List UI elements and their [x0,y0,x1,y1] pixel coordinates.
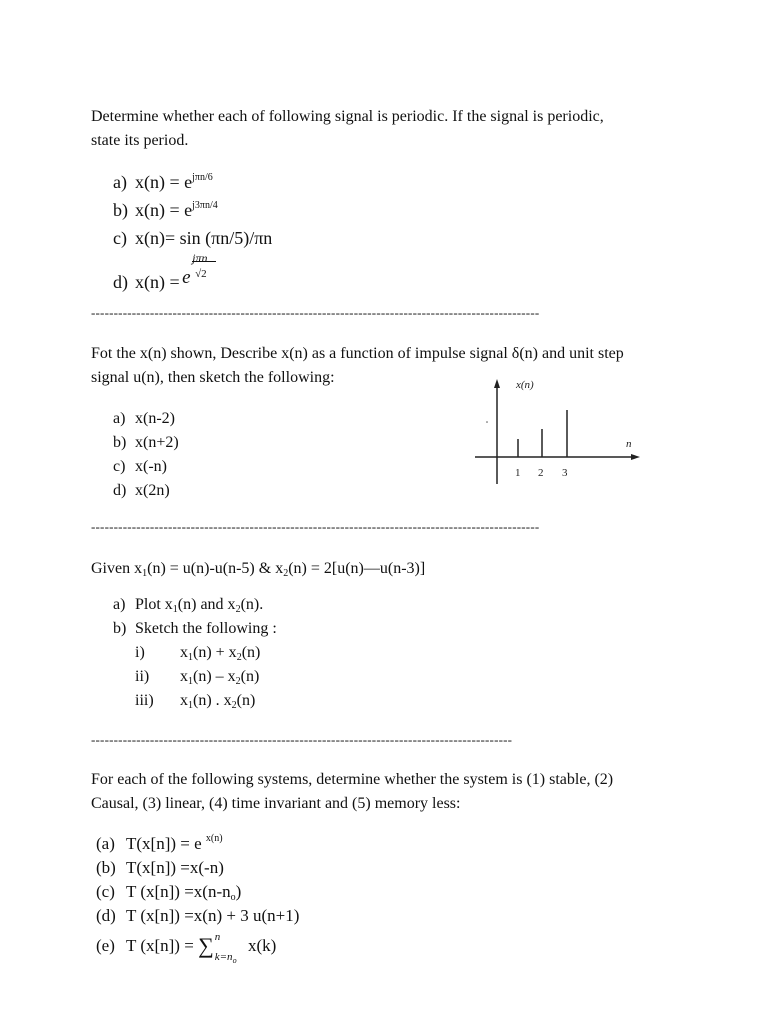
q2-item-c: c) x(-n) [113,458,167,475]
q2-item-a: a) x(n-2) [113,410,175,427]
q1-item-d: d) x(n) = e jπn √2 [113,264,272,296]
separator-3: --------------------------------------------------------------------------------------------- [91,732,513,747]
q1-intro-line2: state its period. [91,132,189,149]
q4-system-c: (c) T $(x[n]) =x(n-n_o)$ [96,882,242,903]
exponent-fraction: e jπn √2 [184,264,218,290]
summation-limits: n $k=n_o$ [214,931,237,966]
x-axis-label: n [626,438,632,450]
q1-intro-line1: Determine whether each of following signal is periodic. If the signal is periodic, [91,108,604,125]
q3-list [113,593,277,713]
xn-stem-plot [470,372,650,487]
q2-list [113,407,179,503]
q2-intro-line1: Fot the x(n) shown, Describe x(n) as a function of impulse signal δ(n) and unit step [91,345,624,362]
q1-item-b: b) $x(n) = e^{j3\pi n/4}$ [113,200,218,220]
q3-item-a: a) Plot $x_1(n)$ and $x_2(n)$. [113,596,264,615]
q1-item-a: a) $x(n) = e^{j\pi n/6}$ [113,172,213,192]
q3-sub-i: i) $x_1(n) + x_2(n)$ [135,644,261,663]
q4-system-b: (b) T(x[n]) =x(-n) [96,858,224,877]
q4-intro [91,768,613,816]
q1-item-c: c) x(n)= sin (πn/5)/πn [113,228,273,248]
y-axis-arrow [494,379,500,388]
q3-item-b: b) Sketch the following : [113,620,277,637]
separator-1: --------------------------------------------------------------------------------------------------- [91,305,540,320]
q4-system-a: (a) T(x[n]) = e $^{x(n)}$ [96,833,223,853]
q3-intro: Given $x_1(n) = u(n)-u(n-5)$ & $x_2(n)$ = 2[u(n)—u(n-3)] [91,560,426,579]
q3-sub-ii: ii) $x_1(n) - x_2(n)$ [135,668,260,687]
q3-sub-iii: iii) $x_1(n)$ . $x_2(n)$ [135,692,256,711]
tick-label-3: 3 [562,467,568,479]
q1-intro [91,105,604,153]
y-axis-label: x(n) [516,379,534,391]
q2-item-b: b) x(n+2) [113,434,179,451]
q4-systems [96,832,300,966]
stray-mark [486,421,488,423]
q4-intro-line1: For each of the following systems, determine whether the system is (1) stable, (2) [91,771,614,788]
separator-2: --------------------------------------------------------------------------------------------------- [91,519,540,534]
q4-system-d: (d) T (x[n]) =x(n) + 3 u(n+1) [96,906,300,925]
tick-label-2: 2 [538,467,544,479]
tick-label-1: 1 [515,467,521,479]
q4-intro-line2: Causal, (3) linear, (4) time invariant and (5) memory less: [91,795,461,812]
q2-item-d: d) x(2n) [113,482,170,499]
q4-system-e: (e) T (x[n]) = ∑ n $k=n_o$ x(k) [96,931,277,966]
summation-symbol: ∑ [198,933,214,958]
q1-list [113,168,272,296]
x-axis-arrow [631,454,640,460]
q2-intro-line2: signal u(n), then sketch the following: [91,369,335,386]
